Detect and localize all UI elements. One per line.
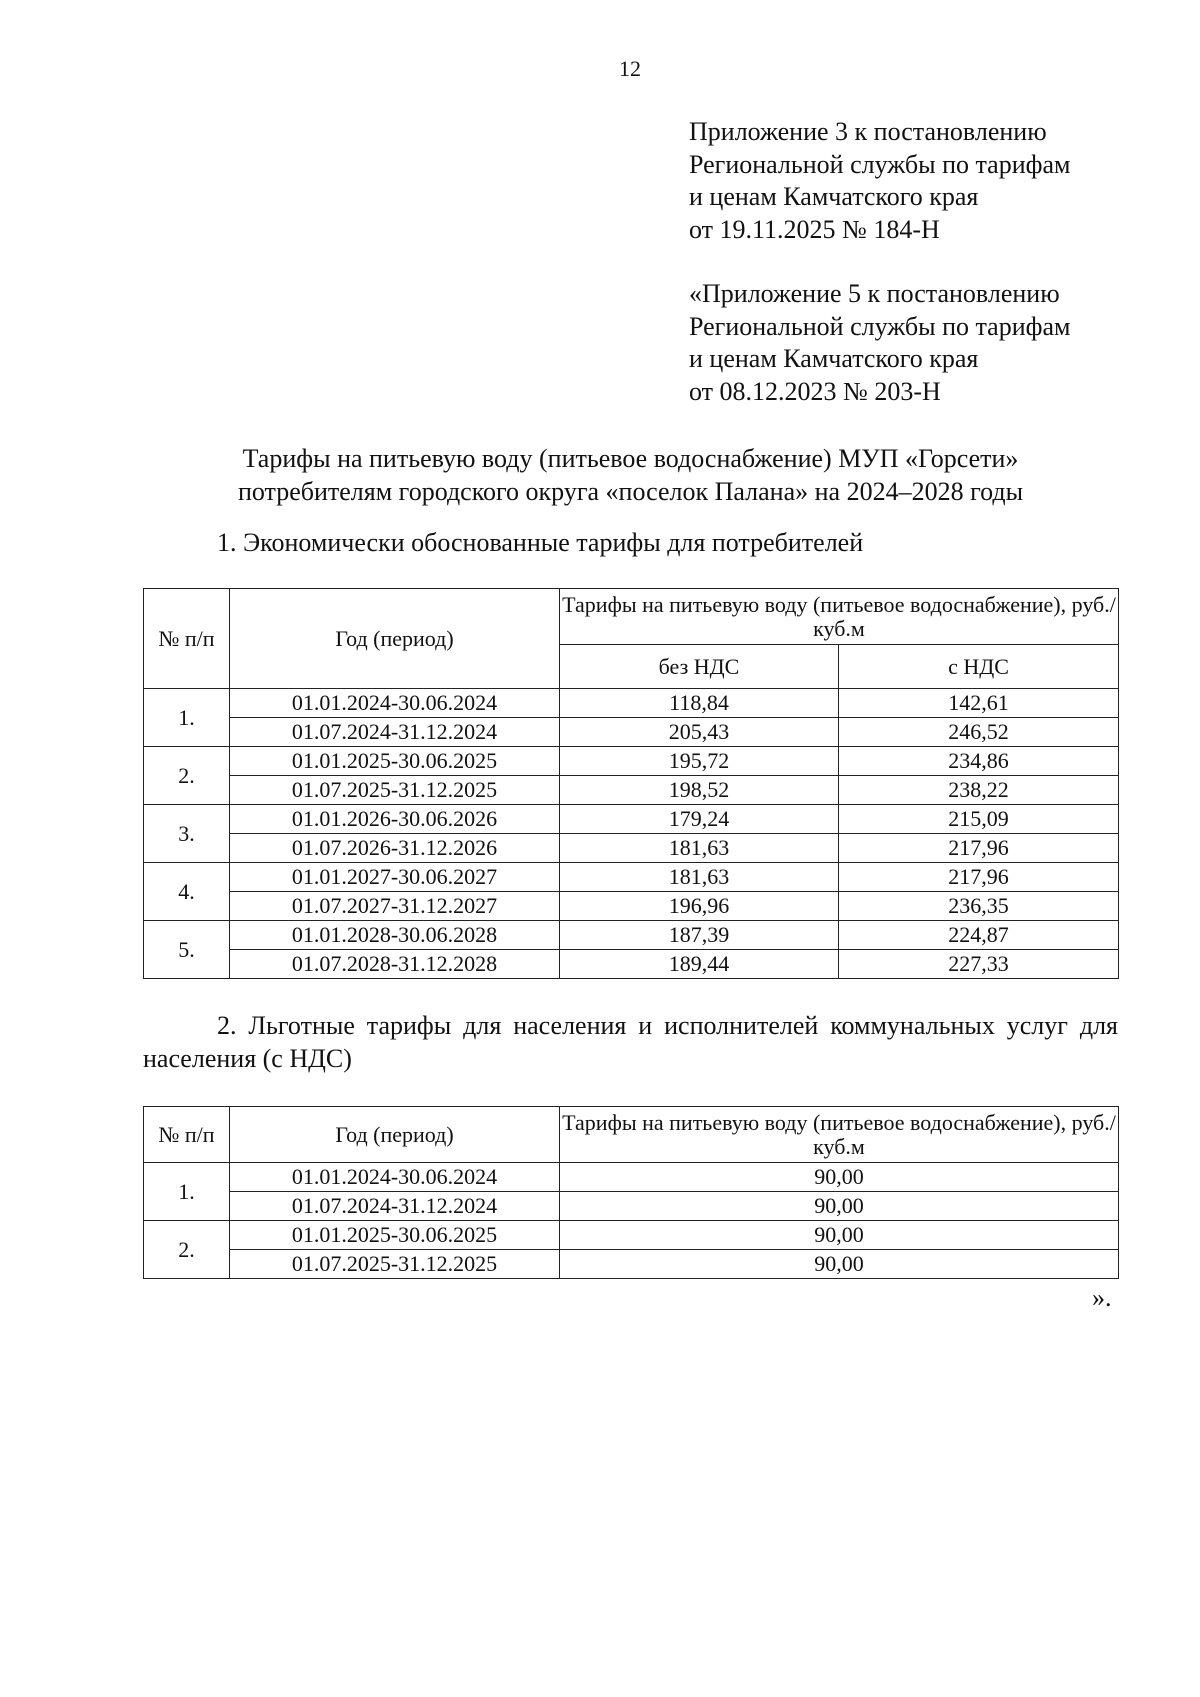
tariff-cell: 90,00	[560, 1250, 1119, 1279]
tariff-no-vat-cell: 198,52	[560, 776, 839, 805]
appendix-reference-original	[689, 278, 1070, 408]
table-row	[144, 892, 1119, 921]
row-number: 2.	[144, 1221, 230, 1279]
tariff-with-vat-cell: 215,09	[839, 805, 1119, 834]
column-header-number: № п/п	[144, 1107, 230, 1163]
row-number: 5.	[144, 921, 230, 979]
period-cell: 01.01.2027-30.06.2027	[230, 863, 560, 892]
table-row	[144, 747, 1119, 776]
page-number: 12	[619, 56, 641, 81]
tariff-no-vat-cell: 181,63	[560, 863, 839, 892]
tariff-no-vat-cell: 118,84	[560, 689, 839, 718]
tariff-with-vat-cell: 217,96	[839, 863, 1119, 892]
row-number: 3.	[144, 805, 230, 863]
period-cell: 01.01.2025-30.06.2025	[230, 747, 560, 776]
appendix-line: от 19.11.2025 № 184-Н	[689, 214, 940, 244]
tariff-with-vat-cell: 217,96	[839, 834, 1119, 863]
column-header-period: Год (период)	[230, 589, 560, 689]
period-cell: 01.07.2025-31.12.2025	[230, 776, 560, 805]
table-row	[144, 863, 1119, 892]
document-title-line: Тарифы на питьевую воду (питьевое водоснабжение) МУП «Горсети»	[242, 444, 1019, 473]
tariff-cell: 90,00	[560, 1192, 1119, 1221]
table-row	[144, 834, 1119, 863]
tariff-no-vat-cell: 189,44	[560, 950, 839, 979]
period-cell: 01.07.2024-31.12.2024	[230, 718, 560, 747]
tariff-no-vat-cell: 179,24	[560, 805, 839, 834]
appendix-reference-current	[689, 116, 1070, 246]
tariff-no-vat-cell: 181,63	[560, 834, 839, 863]
appendix-line: Приложение 3 к постановлению	[689, 117, 1047, 146]
appendix-line: Региональной службы по тарифам	[689, 311, 1071, 341]
appendix-line: «Приложение 5 к постановлению	[689, 279, 1060, 308]
column-header-no-vat: без НДС	[560, 645, 839, 689]
tariff-with-vat-cell: 238,22	[839, 776, 1119, 805]
closing-quote-mark: ».	[1092, 1283, 1112, 1312]
column-header-with-vat: с НДС	[839, 645, 1119, 689]
table-row	[144, 1250, 1119, 1279]
period-cell: 01.07.2026-31.12.2026	[230, 834, 560, 863]
table-row	[144, 805, 1119, 834]
section-1-heading: 1. Экономически обоснованные тарифы для потребителей	[217, 528, 864, 557]
appendix-line: и ценам Камчатского края	[689, 344, 979, 373]
row-number: 2.	[144, 747, 230, 805]
document-title	[143, 442, 1118, 508]
tariff-with-vat-cell: 236,35	[839, 892, 1119, 921]
appendix-line: и ценам Камчатского края	[689, 182, 979, 211]
period-cell: 01.07.2027-31.12.2027	[230, 892, 560, 921]
column-header-tariff: Тарифы на питьевую воду (питьевое водоснабжение), руб./куб.м	[560, 1107, 1119, 1163]
preferential-tariffs-table	[143, 1106, 1119, 1279]
row-number: 4.	[144, 863, 230, 921]
period-cell: 01.01.2028-30.06.2028	[230, 921, 560, 950]
economic-tariffs-table	[143, 588, 1119, 979]
period-cell: 01.07.2024-31.12.2024	[230, 1192, 560, 1221]
table-row	[144, 1221, 1119, 1250]
period-cell: 01.01.2024-30.06.2024	[230, 1163, 560, 1192]
tariff-no-vat-cell: 205,43	[560, 718, 839, 747]
column-header-period: Год (период)	[230, 1107, 560, 1163]
period-cell: 01.07.2025-31.12.2025	[230, 1250, 560, 1279]
section-2-heading: 2. Льготные тарифы для населения и исполнителей коммунальных услуг для населения (с НДС)	[143, 1011, 1118, 1073]
document-title-line: потребителям городского округа «поселок Палана» на 2024–2028 годы	[237, 477, 1024, 506]
period-cell: 01.01.2024-30.06.2024	[230, 689, 560, 718]
table-row	[144, 921, 1119, 950]
row-number: 1.	[144, 689, 230, 747]
table-row	[144, 1192, 1119, 1221]
table-row	[144, 718, 1119, 747]
column-header-tariff: Тарифы на питьевую воду (питьевое водоснабжение), руб./куб.м	[560, 589, 1119, 645]
appendix-line: от 08.12.2023 № 203-Н	[689, 376, 941, 406]
table-row	[144, 950, 1119, 979]
tariff-no-vat-cell: 196,96	[560, 892, 839, 921]
tariff-cell: 90,00	[560, 1221, 1119, 1250]
tariff-no-vat-cell: 187,39	[560, 921, 839, 950]
tariff-no-vat-cell: 195,72	[560, 747, 839, 776]
column-header-number: № п/п	[144, 589, 230, 689]
tariff-with-vat-cell: 246,52	[839, 718, 1119, 747]
period-cell: 01.01.2026-30.06.2026	[230, 805, 560, 834]
period-cell: 01.07.2028-31.12.2028	[230, 950, 560, 979]
tariff-with-vat-cell: 142,61	[839, 689, 1119, 718]
table-row	[144, 1163, 1119, 1192]
period-cell: 01.01.2025-30.06.2025	[230, 1221, 560, 1250]
row-number: 1.	[144, 1163, 230, 1221]
tariff-with-vat-cell: 227,33	[839, 950, 1119, 979]
tariff-cell: 90,00	[560, 1163, 1119, 1192]
appendix-line: Региональной службы по тарифам	[689, 149, 1071, 179]
table-row	[144, 776, 1119, 805]
tariff-with-vat-cell: 224,87	[839, 921, 1119, 950]
table-row	[144, 689, 1119, 718]
tariff-with-vat-cell: 234,86	[839, 747, 1119, 776]
